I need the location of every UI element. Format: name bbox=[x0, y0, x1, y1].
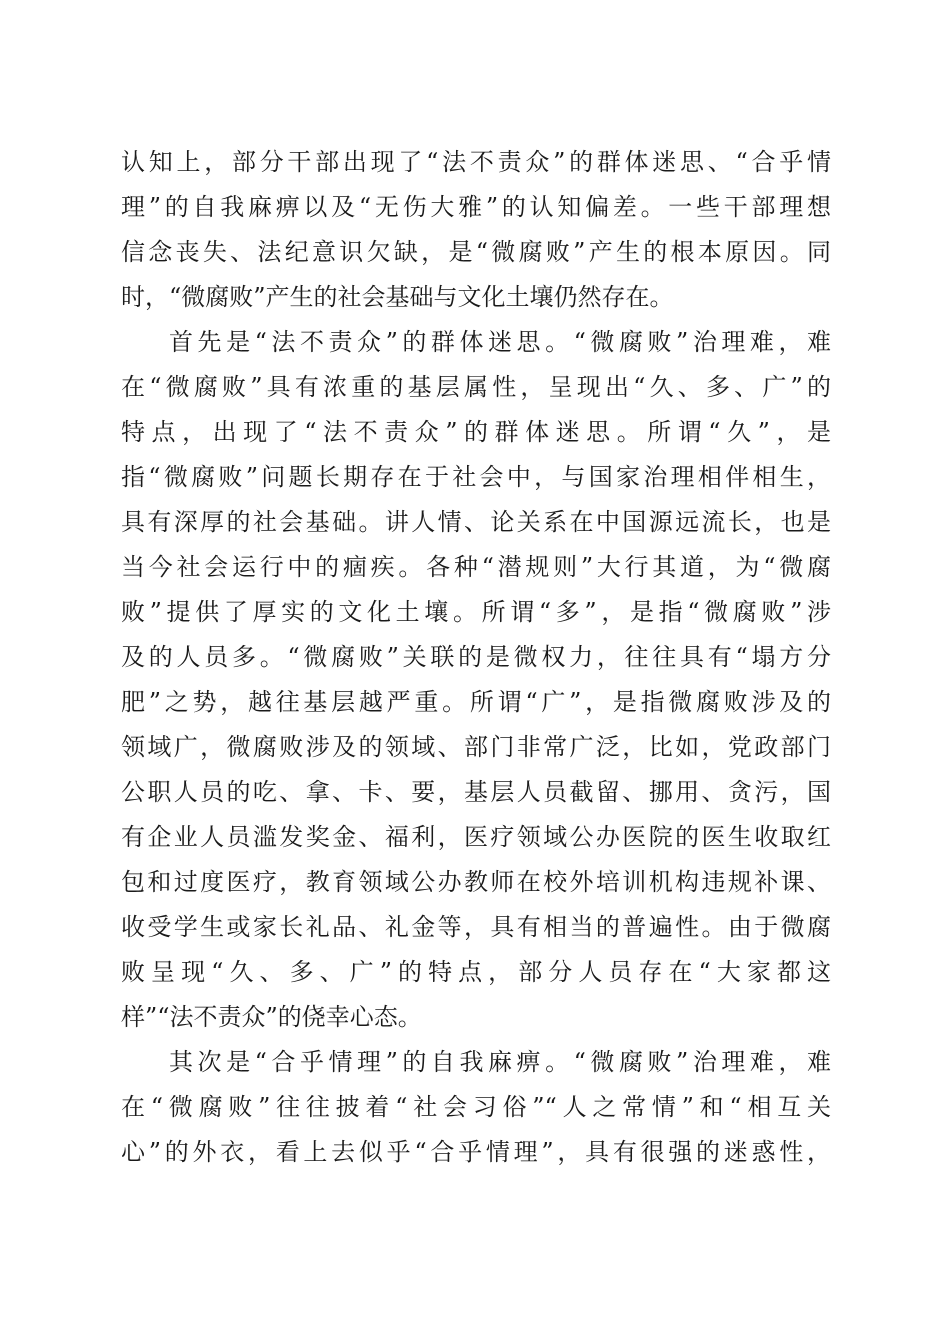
text-line: 在“微腐败”具有浓重的基层属性，呈现出“久、多、广”的 bbox=[121, 373, 831, 401]
text-line: 特点，出现了“法不责众”的群体迷思。所谓“久”，是 bbox=[121, 418, 831, 446]
text-line: 心”的外衣，看上去似乎“合乎情理”，具有很强的迷惑性， bbox=[121, 1138, 831, 1166]
text-line: 认知上，部分干部出现了“法不责众”的群体迷思、“合乎情 bbox=[121, 148, 831, 176]
paragraph-3 bbox=[121, 1040, 831, 1175]
text-line: 收受学生或家长礼品、礼金等，具有相当的普遍性。由于微腐 bbox=[121, 913, 831, 941]
paragraph-2 bbox=[121, 320, 831, 1040]
text-line: 指“微腐败”问题长期存在于社会中，与国家治理相伴相生， bbox=[121, 463, 831, 491]
text-line: 有企业人员滥发奖金、福利，医疗领域公办医院的医生收取红 bbox=[121, 823, 831, 851]
text-line: 具有深厚的社会基础。讲人情、论关系在中国源远流长，也是 bbox=[121, 508, 831, 536]
text-line: 时，“微腐败”产生的社会基础与文化土壤仍然存在。 bbox=[121, 283, 674, 311]
text-line: 样”“法不责众”的侥幸心态。 bbox=[121, 1003, 422, 1031]
text-line: 败”提供了厚实的文化土壤。所谓“多”，是指“微腐败”涉 bbox=[121, 598, 831, 626]
paragraph-1 bbox=[121, 140, 831, 320]
text-line: 在“微腐败”往往披着“社会习俗”“人之常情”和“相互关 bbox=[121, 1093, 831, 1121]
text-line: 包和过度医疗，教育领域公办教师在校外培训机构违规补课、 bbox=[121, 868, 831, 896]
text-line: 领域广，微腐败涉及的领域、部门非常广泛，比如，党政部门 bbox=[121, 733, 831, 761]
text-line: 首先是“法不责众”的群体迷思。“微腐败”治理难，难 bbox=[169, 328, 831, 356]
text-line: 其次是“合乎情理”的自我麻痹。“微腐败”治理难，难 bbox=[169, 1048, 831, 1076]
text-line: 理”的自我麻痹以及“无伤大雅”的认知偏差。一些干部理想 bbox=[121, 193, 831, 221]
document-body bbox=[121, 140, 831, 1175]
text-line: 公职人员的吃、拿、卡、要，基层人员截留、挪用、贪污，国 bbox=[121, 778, 831, 806]
text-line: 当今社会运行中的痼疾。各种“潜规则”大行其道，为“微腐 bbox=[121, 553, 831, 581]
text-line: 肥”之势，越往基层越严重。所谓“广”，是指微腐败涉及的 bbox=[121, 688, 831, 716]
text-line: 败呈现“久、多、广”的特点，部分人员存在“大家都这 bbox=[121, 958, 831, 986]
text-line: 及的人员多。“微腐败”关联的是微权力，往往具有“塌方分 bbox=[121, 643, 831, 671]
text-line: 信念丧失、法纪意识欠缺，是“微腐败”产生的根本原因。同 bbox=[121, 238, 831, 266]
